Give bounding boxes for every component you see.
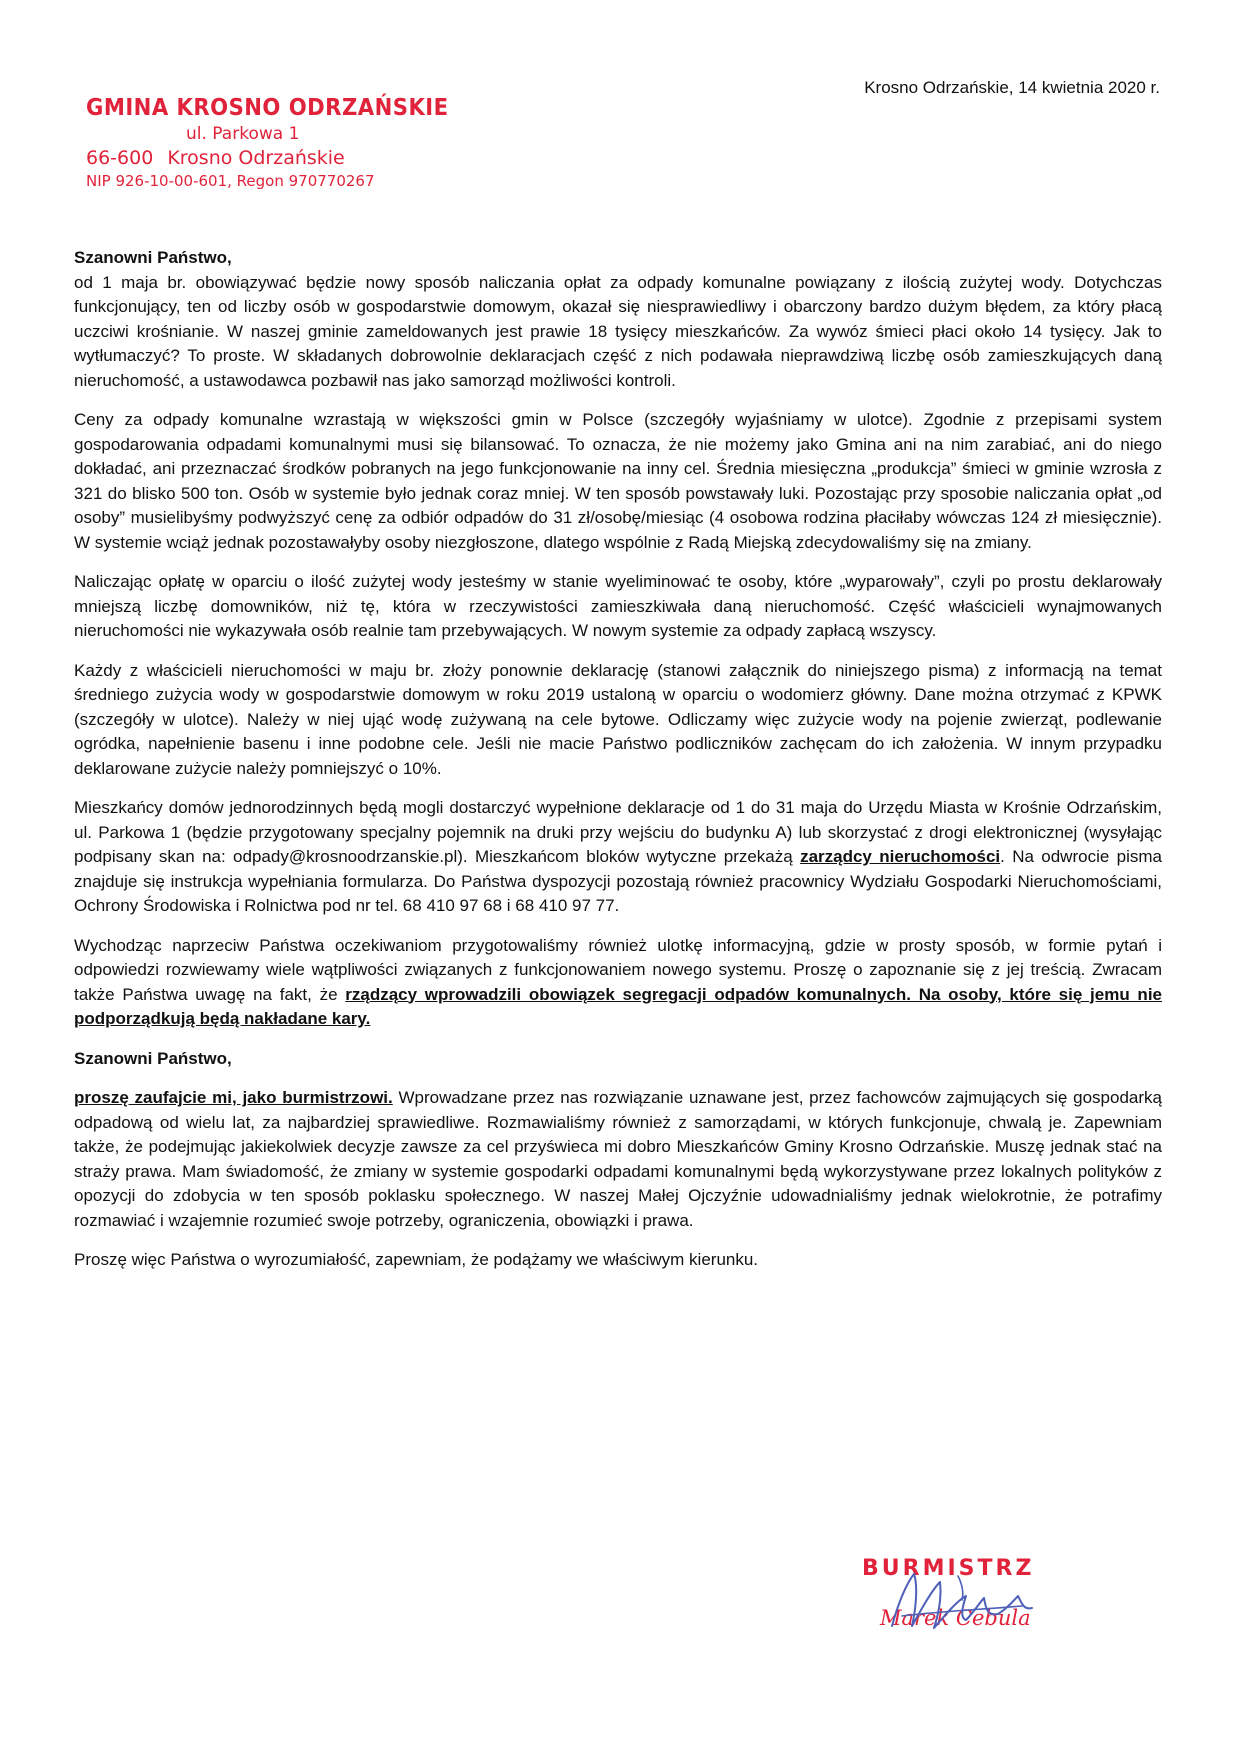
letter-date: Krosno Odrzańskie, 14 kwietnia 2020 r. xyxy=(864,78,1160,97)
paragraph-6-text-a: Wychodząc naprzeciw Państwa oczekiwaniom przygotowaliśmy również ulotkę informacyjną, gdzie w prosty sposób, w formie pytań i odpowiedzi rozwiewamy wiele wątpliwości związanych z funkcjonowaniem nowego systemu. Proszę o zapoznanie się z jej treścią. Zwracam także Państwa uwagę na fakt, że xyxy=(74,935,1162,1004)
letterhead-city: Krosno Odrzańskie xyxy=(167,147,345,169)
paragraph-7-emphasis: proszę zaufajcie mi, jako burmistrzowi. xyxy=(74,1088,393,1107)
paragraph-5-text-a: Mieszkańcy domów jednorodzinnych będą mogli dostarczyć wypełnione deklaracje od 1 do 31 maja do Urzędu Miasta w Krośnie Odrzańskim, ul. Parkowa 1 (będzie przygotowany specjalny pojemnik na druki przy wejściu do budynku A) lub skorzystać z drogi elektronicznej (wysyłając podpisany skan na: odpady@krosnoodrzanskie.pl). Mieszkańcom bloków wytyczne przekażą xyxy=(74,798,1162,866)
paragraph-2: Ceny za odpady komunalne wzrastają w większości gmin w Polsce (szczegóły wyjaśniamy w ulotce). Zgodnie z przepisami system gospodarowania odpadami komunalnymi musi się bilansować. To oznacza, że nie możemy jako Gmina ani na nim zarabiać, ani do niego dokładać, ani przeznaczać środków pobranych na jego funkcjonowanie na inny cel. Średnia miesięczna „produkcja” śmieci w gminie wzrosła z 321 do blisko 500 ton. Osób w systemie było jednak coraz mniej. W ten sposób powstawały luki. Pozostając przy sposobie naliczania opłat „od osoby” musielibyśmy podwyższyć cenę za odbiór odpadów do 31 zł/osobę/miesiąc (4 osobowa rodzina płaciłaby wówczas 124 zł miesięcznie). W systemie wciąż jednak pozostawałyby osoby niezgłoszone, dlatego wspólnie z Radą Miejską zdecydowaliśmy się na zmiany. xyxy=(74,410,1162,552)
letterhead-name: GMINA KROSNO ODRZAŃSKIE xyxy=(86,95,449,121)
letterhead-zip: 66-600 xyxy=(86,147,154,169)
signature-title: BURMISTRZ xyxy=(862,1556,1035,1581)
paragraph-6-emphasis: rządzący wprowadzili obowiązek segregacji odpadów komunalnych. Na osoby, które się jemu nie podporządkują będą nakładane kary. xyxy=(74,984,1162,1028)
salutation-second: Szanowni Państwo, xyxy=(74,1048,232,1068)
paragraph-7 xyxy=(74,1086,1162,1233)
paragraph-5 xyxy=(74,796,1162,919)
paragraph-4: Każdy z właścicieli nieruchomości w maju br. złoży ponownie deklarację (stanowi załącznik do niniejszego pisma) z informacją na temat średniego zużycia wody w gospodarstwie domowym w roku 2019 ustaloną w oparciu o wodomierz główny. Dane można otrzymać z KPWK (szczegóły w ulotce). Należy w niej ująć wodę zużywaną na cele bytowe. Odliczamy więc zużycie wody na pojenie zwierząt, podlewanie ogródka, napełnienie basenu i inne podobne cele. Jeśli nie macie Państwo podliczników zachęcam do ich założenia. W innym przypadku deklarowane zużycie należy pomniejszyć o 10%. xyxy=(74,660,1162,778)
letterhead-city-line xyxy=(86,146,416,170)
paragraph-5-text-c: . Na odwrocie pisma znajduje się instrukcja wypełniania formularza. Do Państwa dyspozycji pozostają również pracownicy Wydziału Gospodarki Nieruchomościami, Ochrony Środowiska i Rolnictwa pod nr tel. 68 410 97 68 i 68 410 97 77. xyxy=(74,847,1162,915)
paragraph-7-text-b: Wprowadzane przez nas rozwiązanie uznawane jest, przez fachowców zajmujących się gospodarką odpadową od wielu lat, za najbardziej sprawiedliwe. Rozmawialiśmy również z samorządami, w których funkcjonuje, chwalą je. Zapewniam także, że podejmując jakiekolwiek decyzje zawsze za cel przyświeca mi dobro Mieszkańców Gminy Krosno Odrzańskie. Muszę jednak stać na straży prawa. Mam świadomość, że zmiany w systemie gospodarki odpadami komunalnymi będą wykorzystywane przez lokalnych polityków z opozycji do zdobycia w ten sposób poklasku społecznego. W naszej Małej Ojczyźnie udowadnialiśmy jednak wielokrotnie, że potrafimy rozmawiać i wzajemnie rozumieć swoje potrzeby, ograniczenia, obowiązki i prawa. xyxy=(74,1088,1162,1230)
signature-name: Marek Cebula xyxy=(880,1606,1031,1630)
paragraph-5-emphasis: zarządcy nieruchomości xyxy=(800,847,1001,866)
letterhead-nip: NIP 926-10-00-601, Regon 970770267 xyxy=(86,172,375,190)
salutation: Szanowni Państwo, xyxy=(74,248,232,267)
letter-body xyxy=(74,246,1162,1288)
paragraph-3: Naliczając opłatę w oparciu o ilość zużytej wody jesteśmy w stanie wyeliminować te osoby, które „wyparowały”, czyli po prostu deklarowały mniejszą liczbę domowników, niż tę, która w rzeczywistości zamieszkiwała daną nieruchomość. Część właścicieli wynajmowanych nieruchomości nie wykazywała osób realnie tam przebywających. W nowym systemie za odpady zapłacą wszyscy. xyxy=(74,572,1162,640)
paragraph-6 xyxy=(74,934,1162,1032)
handwritten-signature-icon xyxy=(862,1556,1082,1642)
paragraph-1: od 1 maja br. obowiązywać będzie nowy sposób naliczania opłat za odpady komunalne powiązany z ilością zużytej wody. Dotychczas funkcjonujący, ten od liczby osób w gospodarstwie domowym, okazał się niesprawiedliwy i obarczony bardzo dużym błędem, za który płacą uczciwi krośnianie. W naszej gminie zameldowanych jest prawie 18 tysięcy mieszkańców. Za wywóz śmieci płaci około 14 tysięcy. Jak to wytłumaczyć? To proste. W składanych dobrowolnie deklaracjach część z nich podawała nieprawdziwą liczbę osób zamieszkujących daną nieruchomość, a ustawodawca pozbawił nas jako samorząd możliwości kontroli. xyxy=(74,272,1162,390)
signature-stamp xyxy=(862,1556,1082,1642)
letterhead xyxy=(86,94,449,192)
paragraph-8: Proszę więc Państwa o wyrozumiałość, zapewniam, że podążamy we właściwym kierunku. xyxy=(74,1250,759,1269)
letterhead-street: ul. Parkowa 1 xyxy=(186,124,300,144)
